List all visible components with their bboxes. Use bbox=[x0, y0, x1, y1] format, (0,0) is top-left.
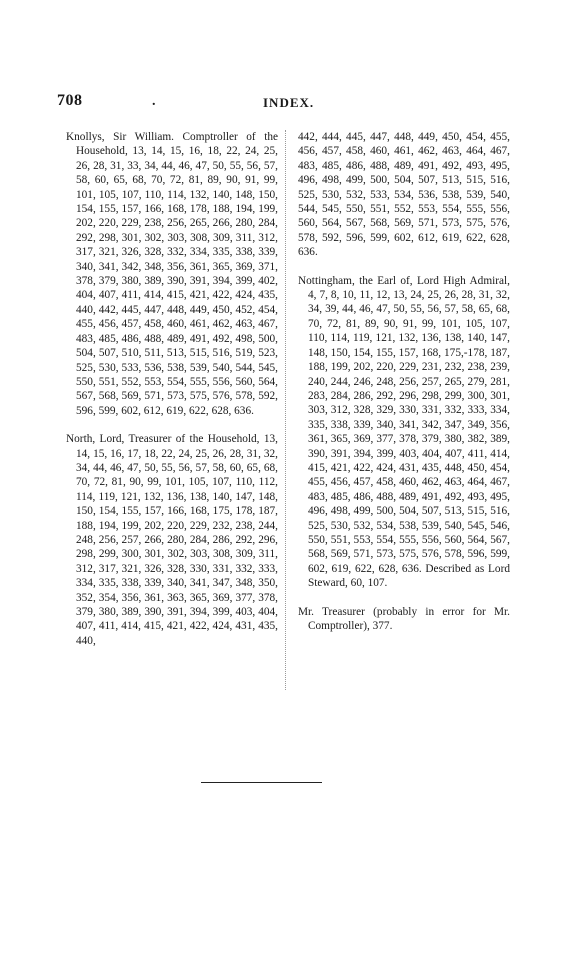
index-entry-knollys bbox=[66, 130, 278, 418]
index-entry-text: Knollys, Sir William. Comptroller of the Household, 13, 14, 15, 16, 18, 22, 24, 25, 26, 28, 31, 33, 34, 44, 46, 47, 50, 55, 56, 57, 58, 60, 65, 68, 70, 72, 81, 89, 90, 91, 99, 101, 105, 107, 110, 114, 132, 140, 148, 150, 154, 155, 157, 166, 168, 178, 188, 194, 199, 202, 220, 229, 238, 256, 265, 266, 280, 284, 292, 298, 301, 302, 303, 308, 309, 311, 312, 317, 321, 326, 328, 332, 334, 335, 338, 339, 340, 341, 342, 348, 356, 361, 365, 369, 371, 378, 379, 380, 389, 390, 391, 394, 399, 402, 404, 407, 411, 414, 415, 421, 422, 424, 435, 440, 442, 445, 447, 448, 449, 450, 452, 454, 455, 456, 457, 458, 460, 461, 462, 463, 467, 483, 485, 486, 488, 489, 491, 492, 498, 500, 504, 507, 510, 511, 513, 515, 516, 519, 523, 525, 530, 533, 536, 538, 539, 540, 544, 545, 550, 551, 552, 553, 554, 555, 556, 560, 564, 567, 568, 569, 571, 573, 575, 576, 578, 592, 596, 599, 602, 612, 619, 622, 628, 636. bbox=[66, 131, 278, 417]
index-entry-text: Mr. Treasurer (probably in error for Mr. Comptroller), 377. bbox=[298, 605, 510, 632]
bottom-rule bbox=[201, 782, 322, 783]
column-divider bbox=[285, 130, 287, 690]
index-entry-nottingham bbox=[298, 274, 510, 591]
index-entry-north bbox=[66, 432, 278, 648]
index-entry-text: 442, 444, 445, 447, 448, 449, 450, 454, 455, 456, 457, 458, 460, 461, 462, 463, 464, 467, 483, 485, 486, 488, 489, 491, 492, 493, 495, 496, 498, 499, 500, 504, 507, 513, 515, 516, 525, 530, 532, 533, 534, 536, 538, 539, 540, 544, 545, 550, 551, 552, 553, 554, 555, 556, 560, 564, 567, 568, 569, 571, 573, 575, 576, 578, 592, 596, 599, 602, 612, 619, 622, 628, 636. bbox=[298, 131, 510, 259]
index-entry-text: North, Lord, Treasurer of the Household, 13, 14, 15, 16, 17, 18, 22, 24, 25, 26, 28, 31, 32, 34, 44, 46, 47, 50, 55, 56, 57, 58, 60, 65, 68, 70, 72, 81, 90, 99, 101, 105, 107, 110, 112, 114, 119, 121, 132, 136, 138, 140, 147, 148, 150, 154, 155, 157, 166, 168, 175, 178, 187, 188, 194, 199, 202, 220, 229, 232, 238, 244, 248, 256, 257, 266, 280, 284, 286, 292, 296, 298, 299, 300, 301, 302, 303, 308, 309, 311, 312, 317, 321, 326, 328, 330, 331, 332, 333, 334, 335, 338, 339, 340, 341, 347, 348, 350, 352, 354, 356, 361, 363, 365, 369, 377, 378, 379, 380, 389, 390, 391, 394, 399, 403, 404, 407, 411, 414, 415, 421, 422, 424, 431, 435, 440, bbox=[66, 433, 278, 647]
index-entry-mr-treasurer bbox=[298, 605, 510, 634]
right-column bbox=[298, 130, 510, 647]
left-column bbox=[66, 130, 278, 662]
page-number: 708 bbox=[57, 92, 83, 109]
header-dot: . bbox=[152, 94, 156, 109]
running-head: INDEX. bbox=[263, 95, 315, 110]
index-entry-text: Nottingham, the Earl of, Lord High Admiral, 4, 7, 8, 10, 11, 12, 13, 24, 25, 26, 28, 31, 32, 34, 39, 44, 46, 47, 50, 55, 56, 57, 58, 65, 68, 70, 72, 81, 89, 90, 91, 99, 101, 105, 107, 110, 114, 119, 121, 132, 136, 138, 140, 147, 148, 150, 154, 155, 157, 168, 175,-178, 187, 188, 199, 202, 220, 229, 231, 232, 238, 239, 240, 244, 246, 248, 256, 257, 265, 279, 281, 283, 284, 286, 292, 296, 298, 299, 300, 301, 303, 312, 328, 329, 330, 331, 332, 333, 334, 335, 338, 339, 340, 341, 342, 347, 349, 356, 361, 365, 369, 377, 378, 379, 380, 382, 389, 390, 391, 394, 399, 403, 404, 407, 411, 414, 415, 421, 422, 424, 431, 435, 448, 450, 454, 455, 456, 457, 458, 460, 462, 463, 464, 467, 483, 485, 486, 488, 489, 491, 492, 493, 495, 496, 498, 499, 500, 504, 507, 513, 515, 516, 525, 530, 532, 534, 538, 539, 540, 545, 546, 550, 551, 553, 554, 555, 556, 560, 564, 567, 568, 569, 571, 573, 575, 576, 578, 596, 599, 602, 619, 622, 628, 636. Described as Lord Steward, 60, 107. bbox=[298, 274, 510, 590]
index-entry-north-continued bbox=[298, 130, 510, 260]
